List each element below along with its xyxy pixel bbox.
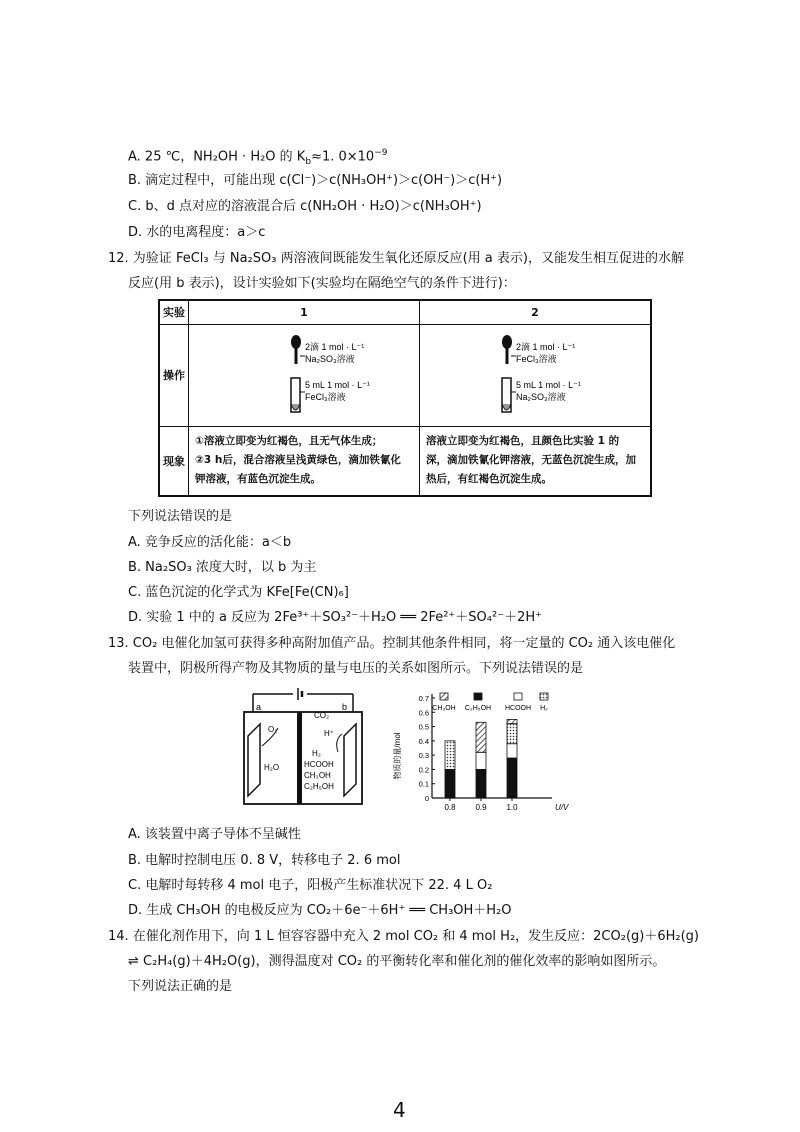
cell-label-ch3oh: CH₃OH [304, 771, 331, 780]
exp2-obs-line3: 热后，有红褐色沉淀生成。 [426, 473, 552, 486]
product-amount-bar-chart [392, 684, 572, 812]
y-tick-label: 0.6 [418, 708, 429, 718]
legend-label: H₂ [540, 705, 548, 712]
table-header-exp1: 1 [189, 300, 420, 324]
exp2-tube-reagent: 5 mL 1 mol · L⁻¹ [516, 379, 581, 390]
q13-option-d: D. 生成 CH₃OH 的电极反应为 CO₂＋6e⁻＋6H⁺ ══ CH₃OH＋H₂O [128, 903, 512, 918]
dropper-tube-diagram-1 [190, 326, 418, 422]
q11-option-d: D. 水的电离程度：a＞c [128, 225, 266, 240]
table-header-experiment: 实验 [159, 300, 189, 324]
legend-label: CH₃OH [432, 705, 456, 712]
exp1-obs-line3: 钾溶液，有蓝色沉淀生成。 [195, 473, 321, 486]
bar-segment [507, 719, 517, 723]
bar-segment [507, 744, 517, 758]
q12-stem-line2: 反应(用 b 表示)，设计实验如下(实验均在隔绝空气的条件下进行)： [128, 276, 516, 291]
q13-stem-line1: 13. CO₂ 电催化加氢可获得多种高附加值产品。控制其他条件相同，将一定量的 CO₂ 通入该电催化 [108, 636, 676, 651]
cell-label-c2h5oh: C₂H₅OH [304, 782, 334, 791]
y-tick-label: 0.1 [418, 779, 429, 789]
table-header-exp2: 2 [420, 300, 652, 324]
q12-option-c: C. 蓝色沉淀的化学式为 KFe[Fe(CN)₆] [128, 585, 349, 600]
experiment-table [158, 299, 652, 497]
x-tick-label: 1.0 [506, 803, 518, 812]
exp2-drop-reagent-name: FeCl₃溶液 [516, 353, 557, 364]
q13-option-b: B. 电解时控制电压 0. 8 V，转移电子 2. 6 mol [128, 853, 401, 868]
q11-option-b: B. 滴定过程中，可能出现 c(Cl⁻)＞c(NH₃OH⁺)＞c(OH⁻)＞c(H⁺) [128, 173, 503, 188]
electrode-label-b: b [342, 702, 348, 712]
exp1-drop-reagent-name: Na₂SO₃溶液 [305, 353, 355, 364]
y-tick-label: 0.4 [418, 736, 429, 746]
q14-ask: 下列说法正确的是 [128, 979, 233, 994]
q13-stem-line2: 装置中，阴极所得产物及其物质的量与电压的关系如图所示。下列说法错误的是 [128, 661, 584, 676]
q12-option-b: B. Na₂SO₃ 浓度大时，以 b 为主 [128, 560, 317, 575]
x-tick-label: 0.8 [444, 803, 456, 812]
electrode-label-a: a [256, 702, 262, 712]
exp1-apparatus [189, 324, 420, 426]
legend-swatch [474, 693, 482, 700]
exp1-observation [189, 426, 420, 496]
exp2-obs-line2: 深，滴加铁氰化钾溶液，无蓝色沉淀生成，加 [426, 454, 636, 467]
bar-segment [507, 758, 517, 798]
exp2-obs-line1: 溶液立即变为红褐色，且颜色比实验 1 的 [426, 435, 620, 448]
cell-label-hplus: H⁺ [324, 729, 334, 738]
bar-segment [445, 741, 455, 770]
q12-option-d: D. 实验 1 中的 a 反应为 2Fe³⁺＋SO₃²⁻＋H₂O ══ 2Fe²⁺＋SO₄²⁻＋2H⁺ [128, 610, 542, 625]
exp2-observation [420, 426, 652, 496]
legend-label: HCOOH [504, 705, 532, 712]
cell-label-hcooh: HCOOH [304, 760, 334, 769]
bar-segment [507, 724, 517, 744]
cell-label-co2: CO₂ [314, 711, 330, 720]
y-tick-label: 0.2 [418, 765, 429, 775]
y-axis-label: 物质的量/mol [393, 732, 402, 780]
dropper-tube-diagram-2 [421, 326, 649, 422]
bar-segment [476, 769, 486, 798]
legend-swatch [540, 693, 548, 700]
x-axis-label: U/V [555, 803, 569, 812]
q13-option-a: A. 该装置中离子导体不呈碱性 [128, 827, 301, 842]
y-tick-label: 0.3 [418, 751, 429, 761]
exp1-drop-reagent: 2滴 1 mol · L⁻¹ [305, 341, 365, 352]
q13-option-c: C. 电解时每转移 4 mol 电子，阳极产生标准状况下 22. 4 L O₂ [128, 878, 493, 893]
y-tick-label: 0 [424, 794, 429, 803]
y-tick-label: 0.7 [418, 694, 429, 703]
q14-stem-line2: ⇌ C₂H₄(g)＋4H₂O(g)，测得温度对 CO₂ 的平衡转化率和催化剂的催化效率的影响如图所示。 [128, 954, 666, 969]
y-tick-label: 0.5 [418, 722, 429, 732]
exp1-tube-reagent: 5 mL 1 mol · L⁻¹ [305, 379, 370, 390]
legend-swatch [440, 693, 448, 700]
exp1-tube-reagent-name: FeCl₃溶液 [305, 391, 346, 402]
exp2-tube-reagent-name: Na₂SO₃溶液 [516, 391, 566, 402]
q12-stem-line1: 12. 为验证 FeCl₃ 与 Na₂SO₃ 两溶液间既能发生氧化还原反应(用 a 表示)，又能发生相互促进的水解 [108, 251, 684, 266]
row-label-operation: 操作 [159, 324, 189, 426]
bar-segment [445, 769, 455, 798]
exp1-obs-line2: ②3 h后，混合溶液呈浅黄绿色，滴加铁氰化 [195, 454, 401, 467]
bar-segment [476, 722, 486, 752]
exp2-drop-reagent: 2滴 1 mol · L⁻¹ [516, 341, 576, 352]
q12-ask: 下列说法错误的是 [128, 509, 233, 524]
q11-option-c: C. b、d 点对应的溶液混合后 c(NH₂OH · H₂O)＞c(NH₃OH⁺) [128, 199, 482, 214]
cell-label-o2: O₂ [268, 725, 278, 734]
row-label-phenomenon: 现象 [159, 426, 189, 496]
q12-option-a: A. 竞争反应的活化能：a＜b [128, 535, 292, 550]
legend-swatch [514, 693, 522, 700]
bar-segment [476, 752, 486, 769]
q14-stem-line1: 14. 在催化剂作用下，向 1 L 恒容容器中充入 2 mol CO₂ 和 4 mol H₂，发生反应：2CO₂(g)＋6H₂(g) [108, 929, 699, 944]
cell-label-h2: H₂ [312, 749, 321, 758]
x-tick-label: 0.9 [475, 803, 487, 812]
q11-option-a: A. 25 ℃，NH₂OH · H₂O 的 $K_b\approx 1$. $0\times 10^{-9}$ [128, 148, 388, 167]
page-number: 4 [393, 1098, 406, 1122]
legend-label: C₂H₅OH [464, 705, 492, 712]
electrolytic-cell-diagram [238, 684, 368, 809]
exp1-obs-line1: ①溶液立即变为红褐色，且无气体生成； [195, 435, 383, 448]
cell-label-h2o: H₂O [264, 763, 280, 772]
exp2-apparatus [420, 324, 652, 426]
